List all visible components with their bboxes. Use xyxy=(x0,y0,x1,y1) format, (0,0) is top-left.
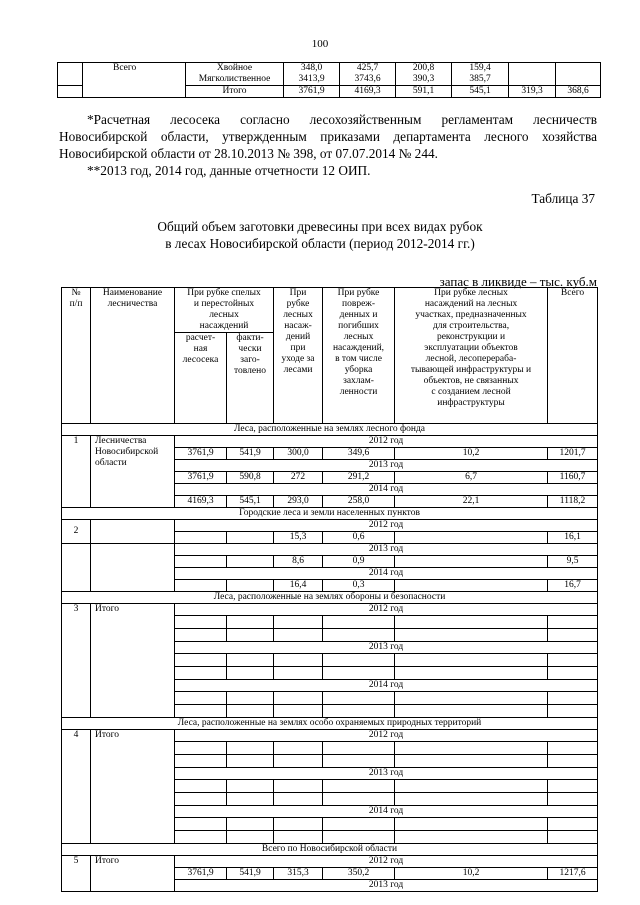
header-total: Всего xyxy=(548,288,598,424)
row-label: Всего xyxy=(83,63,186,86)
page-number: 100 xyxy=(311,38,329,50)
table-label: Таблица 37 xyxy=(531,191,595,206)
value-cell: 425,7 3743,6 xyxy=(340,63,396,86)
value-cell: 22,1 xyxy=(395,496,548,508)
year-label: 2012 год xyxy=(175,604,598,616)
value-cell xyxy=(395,556,548,568)
forestry-name: Итого xyxy=(91,604,175,718)
value-cell xyxy=(175,556,227,568)
value-cell xyxy=(395,580,548,592)
empty-cell xyxy=(62,544,91,592)
header-care: При рубке лесных насаж- дений при уходе за лесами xyxy=(274,288,323,424)
value-cell xyxy=(556,63,601,86)
section-title: Леса, расположенные на землях лесного фонда xyxy=(62,424,598,436)
value-cell: 0,3 xyxy=(323,580,395,592)
total-label: Итого xyxy=(186,86,284,98)
harvest-table xyxy=(61,287,598,892)
year-label: 2013 год xyxy=(175,768,598,780)
year-label: 2013 год xyxy=(175,642,598,654)
header-num: № п/п xyxy=(62,288,91,424)
year-label: 2012 год xyxy=(175,730,598,742)
value-cell: 541,9 xyxy=(227,868,274,880)
section-title: Леса, расположенные на землях особо охраняемых природных территорий xyxy=(62,718,598,730)
value-cell: 349,6 xyxy=(323,448,395,460)
continuation-table xyxy=(57,62,601,98)
row-num: 3 xyxy=(62,604,91,718)
value-cell: 1118,2 xyxy=(548,496,598,508)
table-title xyxy=(0,218,640,252)
value-cell xyxy=(227,580,274,592)
year-label: 2013 год xyxy=(175,880,598,892)
units-label: запас в ликвиде – тыс. куб.м xyxy=(439,274,597,289)
value-cell: 315,3 xyxy=(274,868,323,880)
year-label: 2012 год xyxy=(175,520,598,532)
value-cell: 1217,6 xyxy=(548,868,598,880)
value-cell: 10,2 xyxy=(395,868,548,880)
year-label: 2014 год xyxy=(175,484,598,496)
value-cell: 3761,9 xyxy=(284,86,340,98)
row-num: 4 xyxy=(62,730,91,844)
value-cell: 8,6 xyxy=(274,556,323,568)
forestry-name: Итого xyxy=(91,730,175,844)
section-title: Леса, расположенные на землях обороны и безопасности xyxy=(62,592,598,604)
value-cell: 590,8 xyxy=(227,472,274,484)
value-cell: 0,6 xyxy=(323,532,395,544)
value-cell: 6,7 xyxy=(395,472,548,484)
row-num: 1 xyxy=(62,436,91,508)
value-cell: 350,2 xyxy=(323,868,395,880)
value-cell: 541,9 xyxy=(227,448,274,460)
value-cell: 16,1 xyxy=(548,532,598,544)
value-cell: 200,8 390,3 xyxy=(396,63,452,86)
header-calc: расчет- ная лесосека xyxy=(175,333,227,424)
year-label: 2013 год xyxy=(175,460,598,472)
title-line-1: Общий объем заготовки древесины при всех видах рубок xyxy=(157,219,483,234)
forestry-name: Итого xyxy=(91,856,175,892)
section-title: Городские леса и земли населенных пунктов xyxy=(62,508,598,520)
value-cell: 272 xyxy=(274,472,323,484)
year-label: 2014 год xyxy=(175,568,598,580)
value-cell: 348,0 3413,9 xyxy=(284,63,340,86)
species-type: Хвойное Мягколиственное xyxy=(186,63,284,86)
year-label: 2014 год xyxy=(175,680,598,692)
value-cell: 4169,3 xyxy=(175,496,227,508)
header-mature: При рубке спелых и перестойных лесных насаждений xyxy=(175,288,274,333)
value-cell: 368,6 xyxy=(556,86,601,98)
value-cell: 1160,7 xyxy=(548,472,598,484)
value-cell: 319,3 xyxy=(509,86,556,98)
footnote-1: *Расчетная лесосека согласно лесохозяйственным регламентам лесничеств Новосибирской области, утвержденным приказами департамента лесного хозяйства Новосибирской области от 28.10.2013 № 398, от 07.07.2014 № 244. xyxy=(59,112,597,161)
value-cell: 3761,9 xyxy=(175,448,227,460)
value-cell xyxy=(175,580,227,592)
year-label: 2014 год xyxy=(175,806,598,818)
value-cell: 3761,9 xyxy=(175,868,227,880)
year-label: 2012 год xyxy=(175,436,598,448)
value-cell: 15,3 xyxy=(274,532,323,544)
value-cell: 9,5 xyxy=(548,556,598,568)
value-cell: 0,9 xyxy=(323,556,395,568)
empty-cell xyxy=(58,86,83,98)
row-num: 2 xyxy=(62,520,91,544)
value-cell xyxy=(509,63,556,86)
value-cell: 545,1 xyxy=(452,86,509,98)
header-damaged: При рубке повреж- денных и погибших лесных насаждений, в том числе уборка захлам- ленности xyxy=(323,288,395,424)
value-cell: 1201,7 xyxy=(548,448,598,460)
value-cell xyxy=(227,532,274,544)
empty-cell xyxy=(91,544,175,592)
value-cell: 16,4 xyxy=(274,580,323,592)
footnote-2: **2013 год, 2014 год, данные отчетности 12 ОИП. xyxy=(87,163,371,178)
value-cell: 10,2 xyxy=(395,448,548,460)
empty-cell xyxy=(58,63,83,86)
value-cell: 16,7 xyxy=(548,580,598,592)
value-cell: 545,1 xyxy=(227,496,274,508)
section-title: Всего по Новосибирской области xyxy=(62,844,598,856)
year-label: 2013 год xyxy=(175,544,598,556)
value-cell: 291,2 xyxy=(323,472,395,484)
value-cell: 159,4 385,7 xyxy=(452,63,509,86)
value-cell: 300,0 xyxy=(274,448,323,460)
value-cell: 591,1 xyxy=(396,86,452,98)
value-cell xyxy=(175,532,227,544)
value-cell: 4169,3 xyxy=(340,86,396,98)
value-cell: 3761,9 xyxy=(175,472,227,484)
value-cell: 258,0 xyxy=(323,496,395,508)
value-cell xyxy=(227,556,274,568)
title-line-2: в лесах Новосибирской области (период 2012-2014 гг.) xyxy=(165,236,475,251)
value-cell: 293,0 xyxy=(274,496,323,508)
header-infra: При рубке лесных насаждений на лесных участках, предназначенных для строительства, реконструкции и эксплуатации объектов лесной, лесоперераба- тывающей инфраструктуры и объектов, не связанных с созданием лесной инфраструктуры xyxy=(395,288,548,424)
value-cell xyxy=(395,532,548,544)
empty-cell xyxy=(83,86,186,98)
forestry-name: Лесничества Новосибирской области xyxy=(91,436,175,508)
header-actual: факти- чески заго- товлено xyxy=(227,333,274,424)
year-label: 2012 год xyxy=(175,856,598,868)
header-forestry: Наименование лесничества xyxy=(91,288,175,424)
row-num: 5 xyxy=(62,856,91,892)
empty-cell xyxy=(91,520,175,544)
